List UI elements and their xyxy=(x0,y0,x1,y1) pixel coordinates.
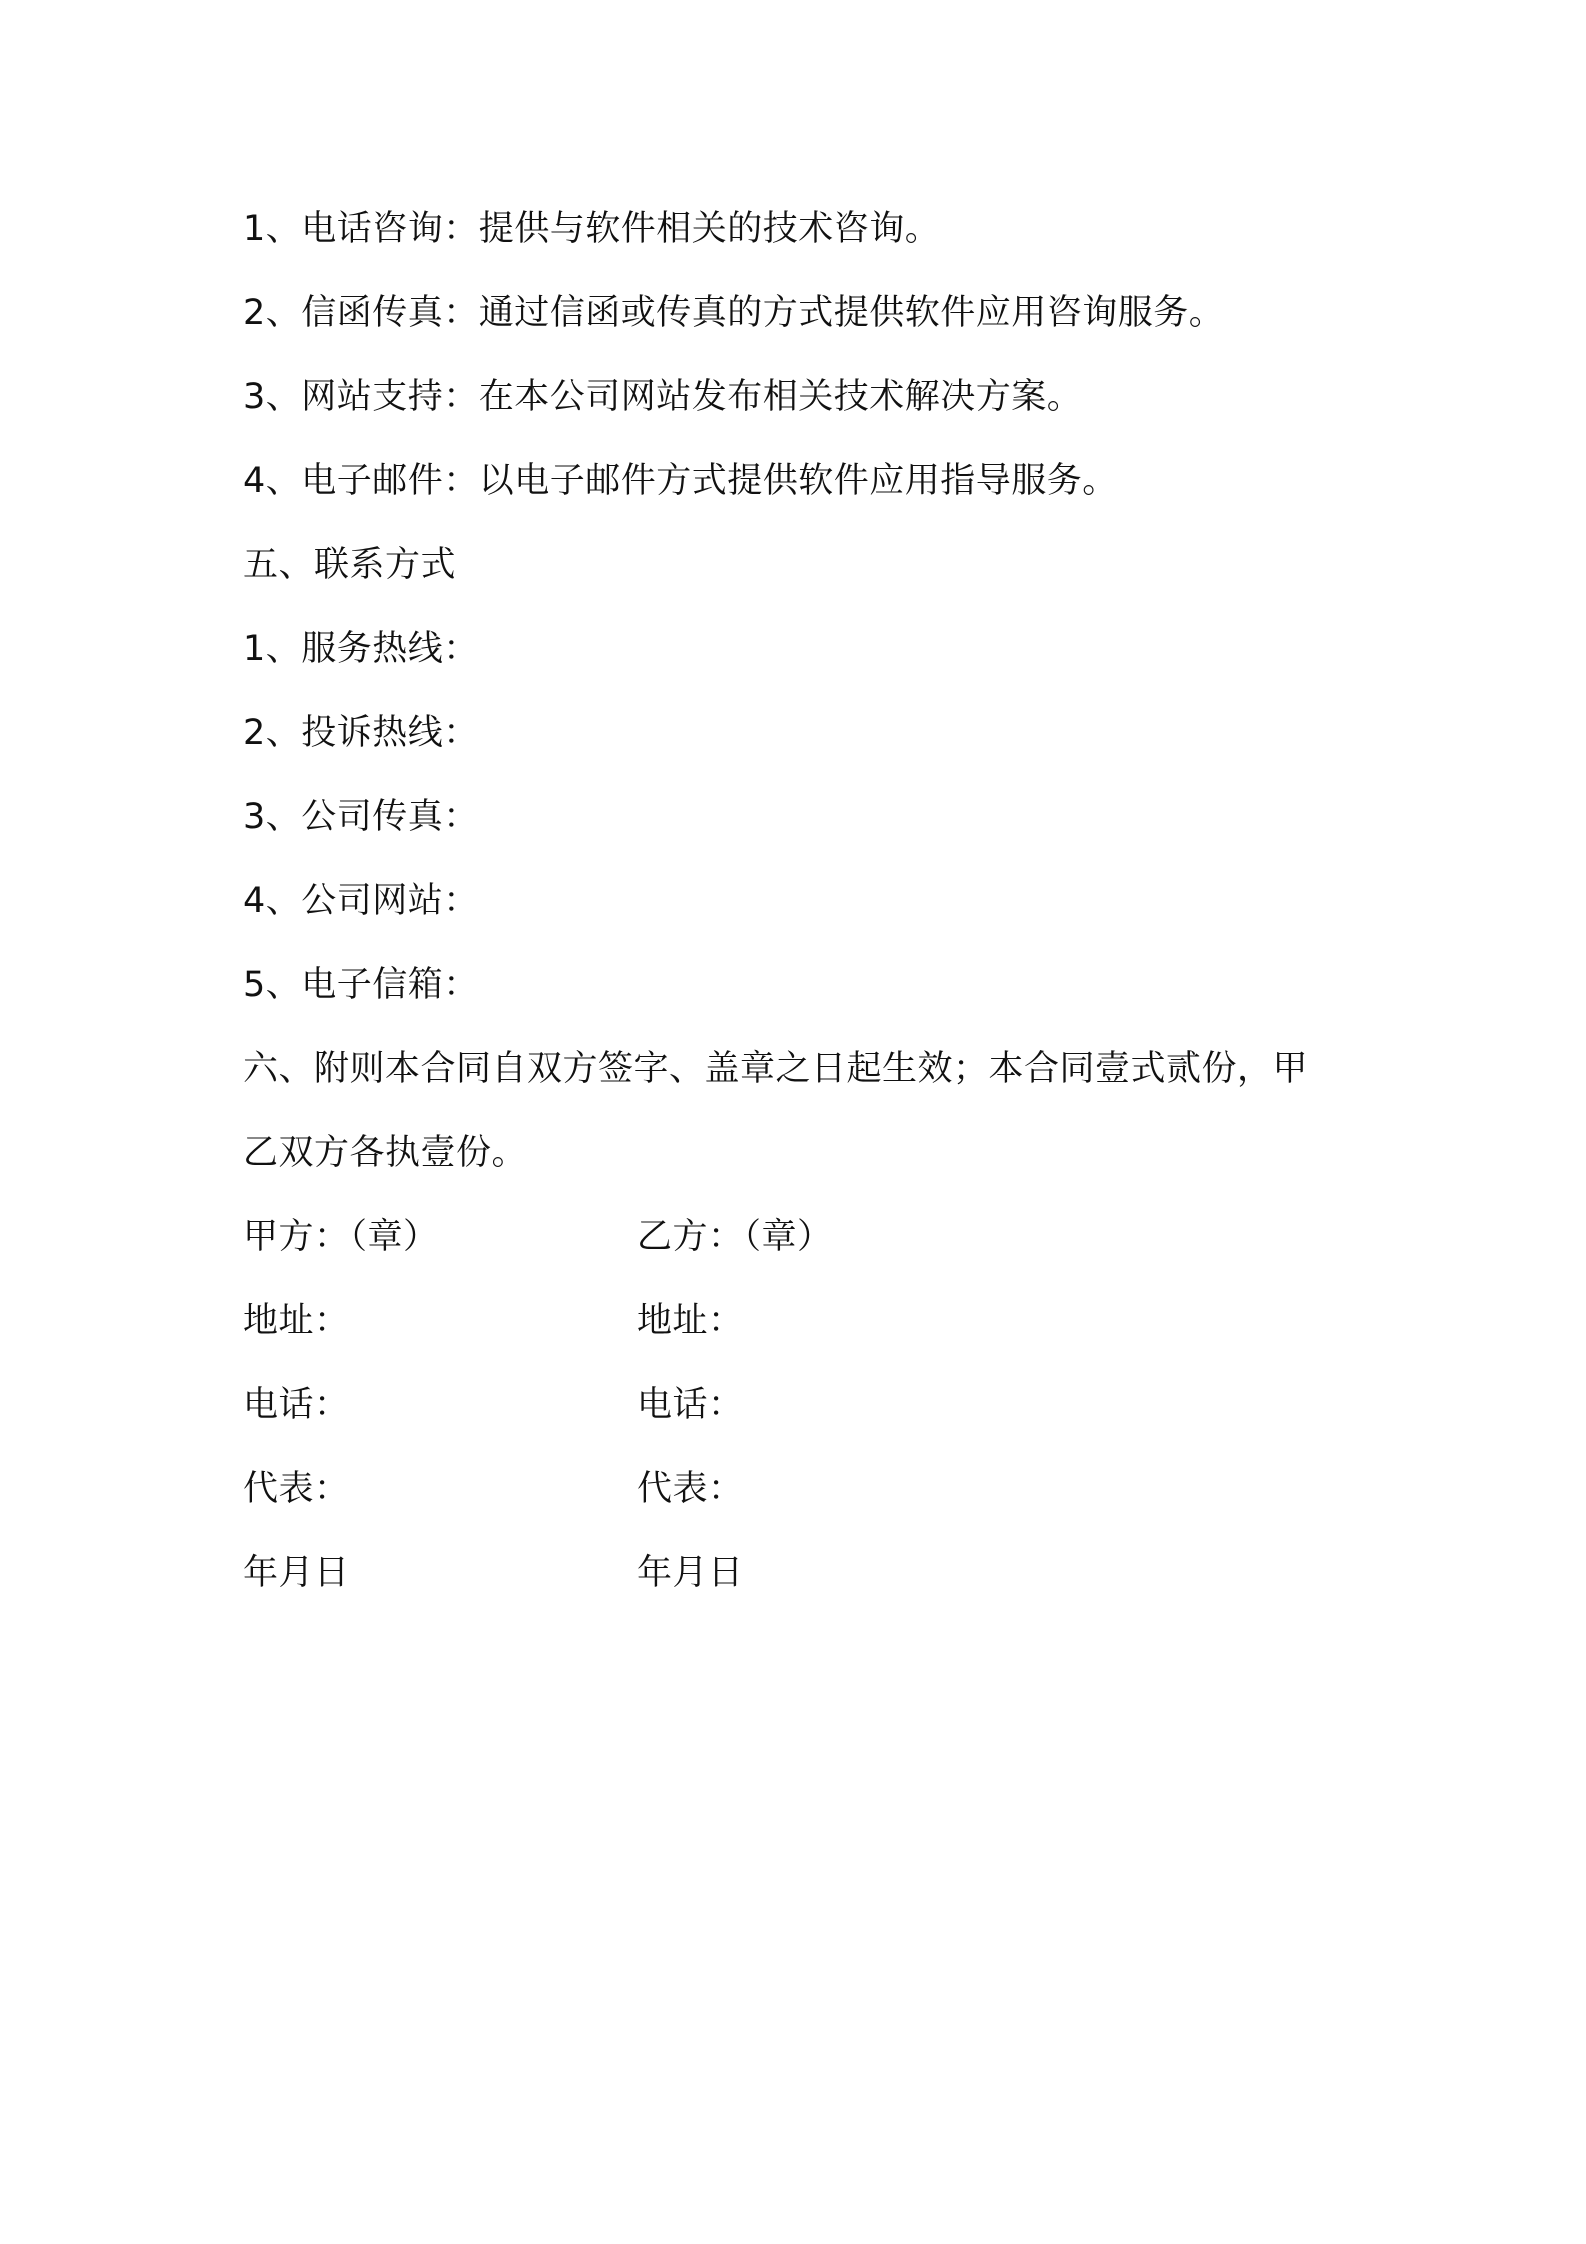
party-b-seal: 乙方：（章） xyxy=(637,1217,833,1257)
party-b-phone: 电话： xyxy=(637,1385,744,1425)
contact-item-email: 5、电子信箱： xyxy=(243,965,479,1005)
service-item-phone: 1、电话咨询：提供与软件相关的技术咨询。 xyxy=(243,209,941,249)
contact-heading: 五、联系方式 xyxy=(243,545,457,585)
party-a-representative: 代表： xyxy=(243,1469,350,1509)
contact-item-company-website: 4、公司网站： xyxy=(243,881,479,921)
party-b-date: 年月日 xyxy=(637,1553,744,1593)
party-a-seal: 甲方：（章） xyxy=(243,1217,439,1257)
party-a-date: 年月日 xyxy=(243,1553,350,1593)
party-a-phone: 电话： xyxy=(243,1385,350,1425)
service-item-website: 3、网站支持：在本公司网站发布相关技术解决方案。 xyxy=(243,377,1083,417)
contact-item-service-hotline: 1、服务热线： xyxy=(243,629,479,669)
contact-item-complaint-hotline: 2、投诉热线： xyxy=(243,713,479,753)
appendix-line-2: 乙双方各执壹份。 xyxy=(243,1133,528,1173)
service-item-email: 4、电子邮件：以电子邮件方式提供软件应用指导服务。 xyxy=(243,461,1118,501)
party-b-address: 地址： xyxy=(637,1301,744,1341)
party-b-representative: 代表： xyxy=(637,1469,744,1509)
service-item-letter-fax: 2、信函传真：通过信函或传真的方式提供软件应用咨询服务。 xyxy=(243,293,1225,333)
contact-item-company-fax: 3、公司传真： xyxy=(243,797,479,837)
appendix-line-1: 六、附则本合同自双方签字、盖章之日起生效；本合同壹式贰份，甲 xyxy=(243,1049,1309,1089)
party-a-address: 地址： xyxy=(243,1301,350,1341)
